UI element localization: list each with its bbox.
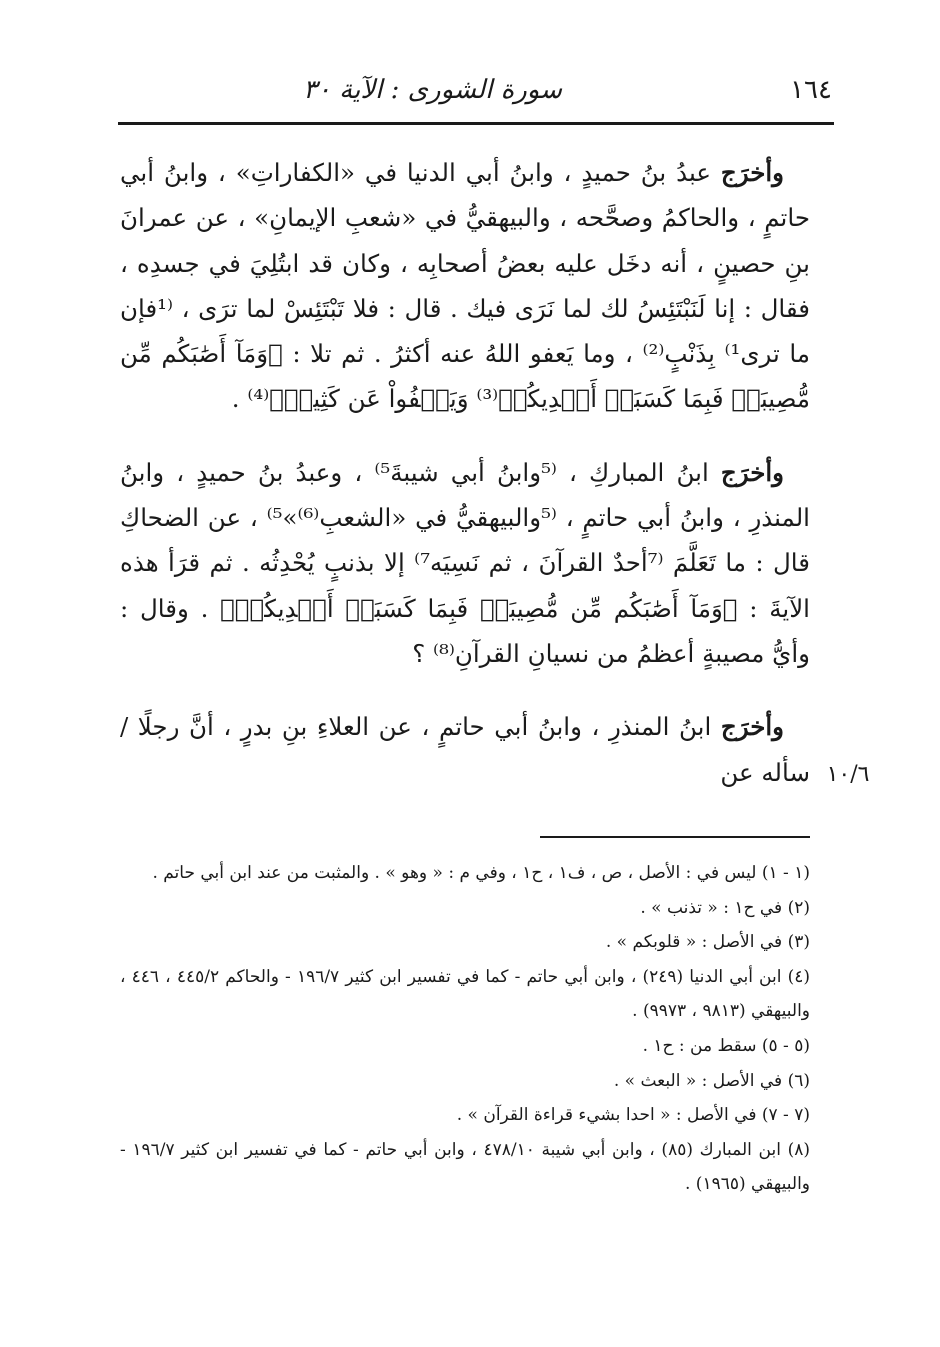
header-rule <box>118 122 834 125</box>
footnote-6: (٦) في الأصل : « البعث » . <box>613 1070 810 1091</box>
footnote-3: (٣) في الأصل : « قلوبكم » . <box>605 932 810 953</box>
running-title: سورة الشورى : الآية ٣٠ <box>302 75 562 105</box>
paragraph-2 <box>120 450 810 676</box>
paragraph-text: ابنُ المنذرِ ، وابنُ أبي حاتمٍ ، عن العلاءِ بنِ بدرٍ ، أنَّ رجلًا /سأله عن <box>120 712 810 787</box>
paragraph-3 <box>120 704 810 795</box>
footnotes <box>120 856 810 1202</box>
footnote-1: (١ - ١) ليس في : الأصل ، ص ، ف١ ، ح١ ، وفي م : « وهو » . والمثبت من عند ابن أبي حاتم . <box>152 863 810 883</box>
paragraph-1 <box>120 150 810 422</box>
margin-volume-page-note: ١٠/٦ <box>826 762 870 787</box>
paragraph-text: عبدُ بنُ حميدٍ ، وابنُ أبي الدنيا في «الكفاراتِ» ، وابنُ أبي حاتمٍ ، والحاكمُ وصحَّحه ، والبيهقيُّ في «شعبِ الإيمانِ» ، عن عمرانَ بنِ حصينٍ ، أنه دخَل عليه بعضُ أصحابِه ، وكان قد ابتُلِيَ في جسدِه ، فقال : إنا لَنَبْتَئِسُ لك لما نَرَى فيك . قال : فلا تَبْتَئِسْ لما ترَى ، ⁽¹فإن ما ترى¹⁾ بِذَنْبٍ⁽²⁾ ، وما يَعفو اللهُ عنه أكثرُ . ثم تلا : ﴿وَمَآ أَصَٰبَكُم مِّن مُّصِيبَةٖ فَبِمَا كَسَبَتۡ أَيۡدِيكُمۡ⁽³⁾ وَيَعۡفُواْ عَن كَثِيرٖ﴾⁽⁴⁾ . <box>120 158 810 414</box>
footnote-7: (٧ - ٧) في الأصل : « احدا بشيء قراءة القرآن » . <box>456 1105 810 1126</box>
paragraph-text: ابنُ المباركِ ، ⁽⁵وابنُ أبي شيبةَ⁵⁾ ، وعبدُ بنُ حميدٍ ، وابنُ المنذرِ ، وابنُ أبي حاتمٍ ، ⁽⁵والبيهقيُّ في «الشعبِ⁽⁶⁾»⁵⁾ ، عن الضحاكِ قال : ما تَعَلَّمَ ⁽⁷أحدٌ القرآنَ ، ثم نَسِيَه⁷⁾ إلا بذنبٍ يُحْدِثُه . ثم قرَأ هذه الآيةَ : ﴿وَمَآ أَصَٰبَكُم مِّن مُّصِيبَةٖ فَبِمَا كَسَبَتۡ أَيۡدِيكُمۡ﴾ . وقال : وأيُّ مصيبةٍ أعظمُ من نسيانِ القرآنِ⁽⁸⁾ ؟ <box>120 457 810 668</box>
main-text <box>120 150 810 795</box>
footnote-5: (٥ - ٥) سقط من : ح١ . <box>642 1035 810 1056</box>
page-number: ١٦٤ <box>790 75 832 105</box>
paragraph-lead-word: وأخرَج <box>720 712 784 742</box>
footnote-8: (٨) ابن المبارك (٨٥) ، وابن أبي شيبة ٤٧٨/١٠ ، وابن أبي حاتم - كما في تفسير ابن كثير ١٩٦/٧ - والبيهقي (١٩٦٥) . <box>120 1139 810 1195</box>
footnote-2: (٢) في ح١ : « تذنب » . <box>640 897 810 918</box>
footnote-rule <box>540 836 810 838</box>
footnote-4: (٤) ابن أبي الدنيا (٢٤٩) ، وابن أبي حاتم - كما في تفسير ابن كثير ١٩٦/٧ - والحاكم ٤٤٥/٢ ، ٤٤٦ ، والبيهقي (٩٨١٣ ، ٩٩٧٣) . <box>120 966 811 1022</box>
paragraph-lead-word: وأخرَج <box>720 158 784 187</box>
page-header <box>120 68 832 112</box>
paragraph-lead-word: وأخرَج <box>720 457 785 487</box>
